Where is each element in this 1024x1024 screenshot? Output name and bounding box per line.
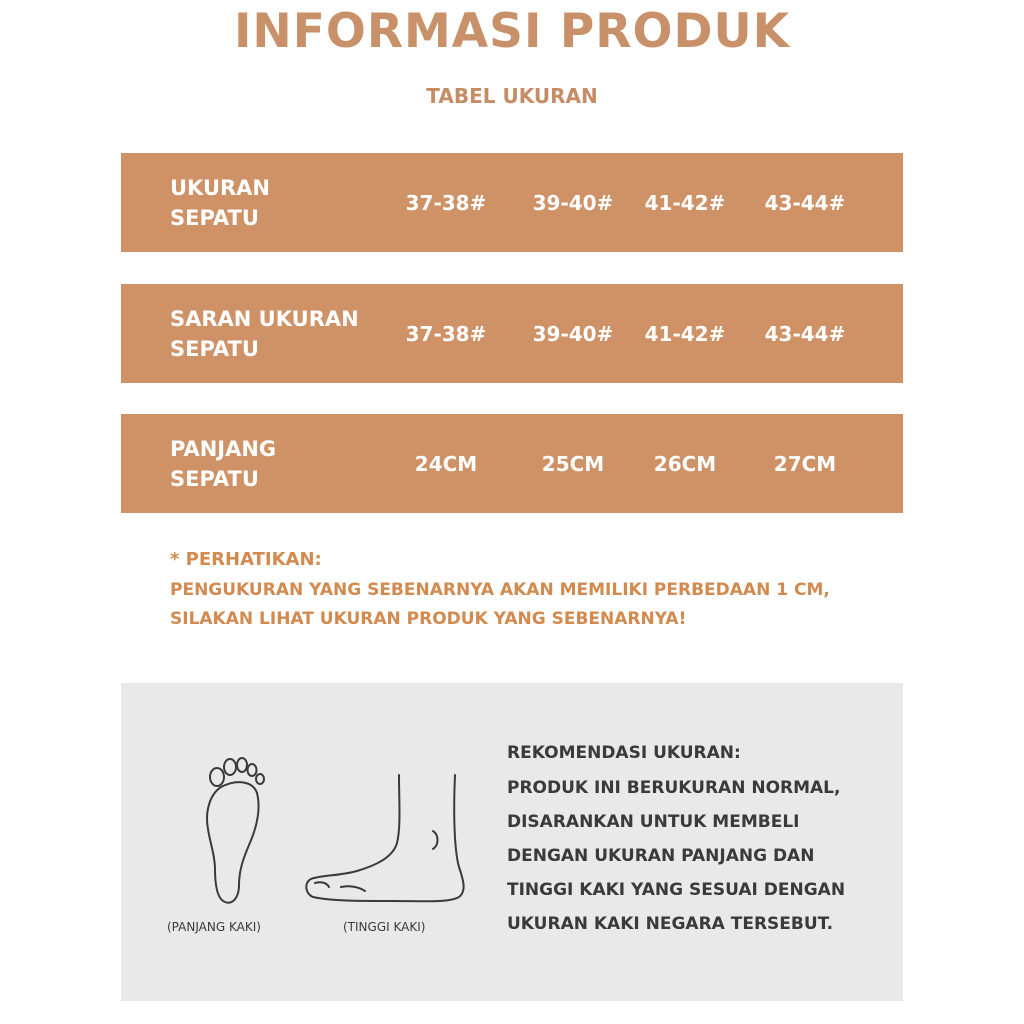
size-cell: 37-38# [405,190,487,215]
notice-text-line: PENGUKURAN YANG SEBENARNYA AKAN MEMILIKI PERBEDAAN 1 CM, [170,580,830,600]
row-label: SARAN UKURAN SEPATU [170,306,359,361]
notice-heading: * PERHATIKAN: [170,549,322,570]
row-label: UKURAN SEPATU [170,175,271,230]
size-cell: 39-40# [532,321,614,346]
foot-sole-icon [199,751,269,906]
size-row-suggested-size [121,284,903,383]
notice-text-line: SILAKAN LIHAT UKURAN PRODUK YANG SEBENARNYA! [170,609,687,629]
size-cell: 41-42# [644,321,726,346]
size-cell: 37-38# [405,321,487,346]
size-cell: 24CM [414,451,478,476]
size-cell: 43-44# [764,321,846,346]
page-title: INFORMASI PRODUK [233,4,791,59]
size-table-heading: TABEL UKURAN [426,84,598,108]
recommendation-line: DISARANKAN UNTUK MEMBELI [507,812,800,832]
row-label: PANJANG SEPATU [170,436,277,491]
size-cell: 26CM [653,451,717,476]
foot-side-icon [301,771,471,906]
foot-length-caption: (PANJANG KAKI) [167,920,261,934]
size-row-shoe-size [121,153,903,252]
size-cell: 27CM [773,451,837,476]
recommendation-line: UKURAN KAKI NEGARA TERSEBUT. [507,914,834,934]
size-cell: 25CM [541,451,605,476]
recommendation-title: REKOMENDASI UKURAN: [507,743,741,763]
foot-height-caption: (TINGGI KAKI) [343,920,426,934]
recommendation-line: TINGGI KAKI YANG SESUAI DENGAN [507,880,846,900]
size-cell: 41-42# [644,190,726,215]
size-cell: 43-44# [764,190,846,215]
recommendation-panel [121,683,903,1001]
size-cell: 39-40# [532,190,614,215]
size-row-shoe-length [121,414,903,513]
recommendation-line: PRODUK INI BERUKURAN NORMAL, [507,778,841,798]
recommendation-line: DENGAN UKURAN PANJANG DAN [507,846,815,866]
